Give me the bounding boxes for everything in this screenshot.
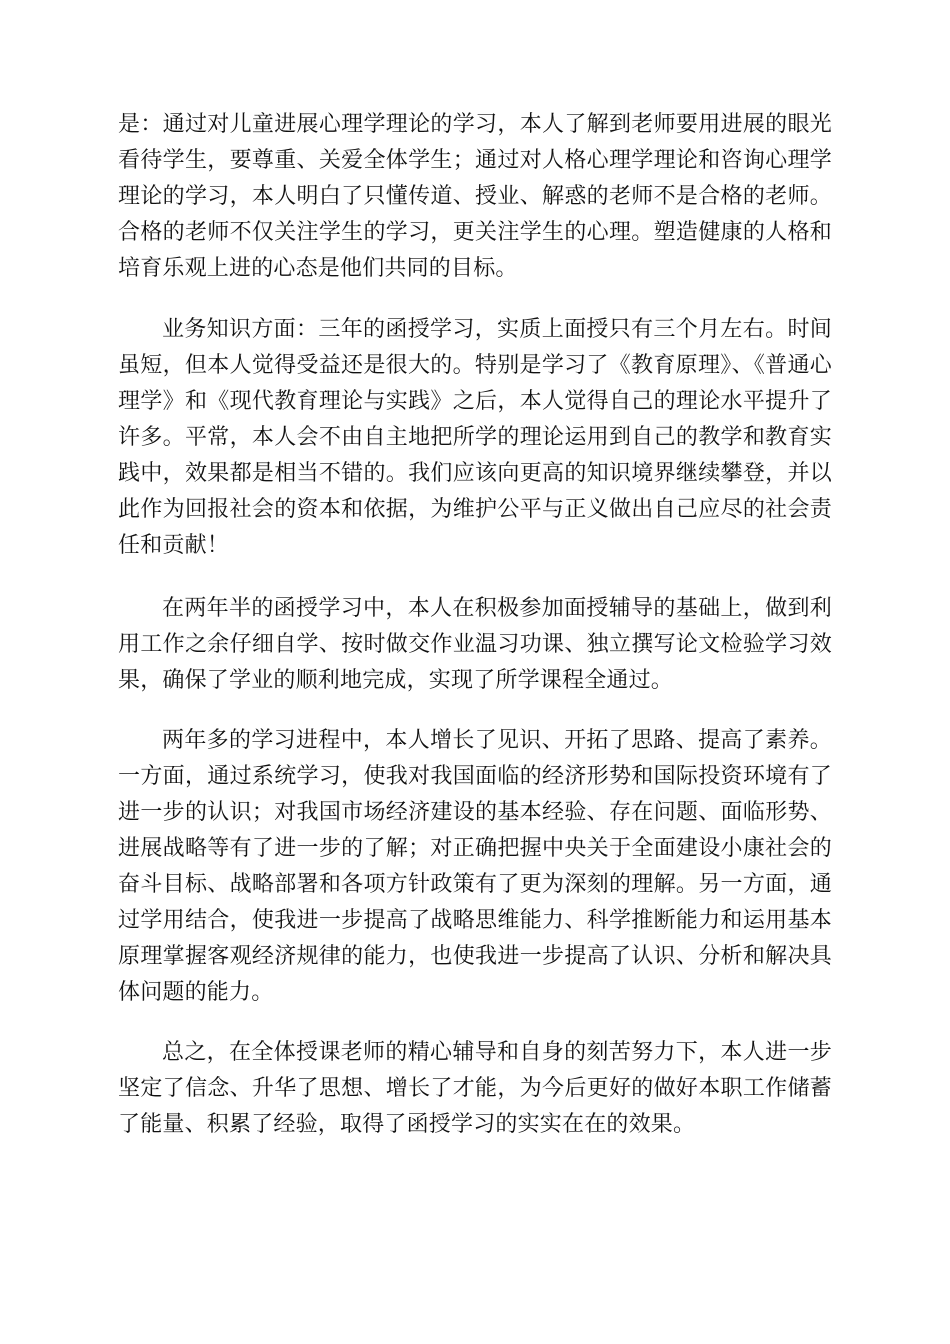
paragraph-study-completion: 在两年半的函授学习中，本人在积极参加面授辅导的基础上，做到利用工作之余仔细自学、按时做交作业温习功课、独立撰写论文检验学习效果，确保了学业的顺利地完成，实现了所学课程全通过。	[118, 596, 832, 693]
paragraph-learning-gains: 两年多的学习进程中，本人增长了见识、开拓了思路、提高了素养。一方面，通过系统学习，使我对我国面临的经济形势和国际投资环境有了进一步的认识；对我国市场经济建设的基本经验、存在问题、面临形势、进展战略等有了进一步的了解；对正确把握中央关于全面建设小康社会的奋斗目标、战略部署和各项方针政策有了更为深刻的理解。另一方面，通过学用结合，使我进一步提高了战略思维能力、科学推断能力和运用基本原理掌握客观经济规律的能力，也使我进一步提高了认识、分析和解决具体问题的能力。	[118, 728, 832, 1005]
document-body	[118, 107, 832, 1143]
paragraph-professional-knowledge: 业务知识方面：三年的函授学习，实质上面授只有三个月左右。时间虽短，但本人觉得受益还是很大的。特别是学习了《教育原理》、《普通心理学》和《现代教育理论与实践》之后，本人觉得自己的理论水平提升了许多。平常，本人会不由自主地把所学的理论运用到自己的教学和教育实践中，效果都是相当不错的。我们应该向更高的知识境界继续攀登，并以此作为回报社会的资本和依据，为维护公平与正义做出自己应尽的社会责任和贡献！	[118, 317, 832, 558]
paragraph-psychology-learning: 是：通过对儿童进展心理学理论的学习，本人了解到老师要用进展的眼光看待学生，要尊重、关爱全体学生；通过对人格心理学理论和咨询心理学理论的学习，本人明白了只懂传道、授业、解惑的老师不是合格的老师。合格的老师不仅关注学生的学习，更关注学生的心理。塑造健康的人格和培育乐观上进的心态是他们共同的目标。	[118, 112, 832, 281]
paragraph-conclusion: 总之，在全体授课老师的精心辅导和自身的刻苦努力下，本人进一步坚定了信念、升华了思想、增长了才能，为今后更好的做好本职工作储蓄了能量、积累了经验，取得了函授学习的实实在在的效果。	[118, 1040, 832, 1137]
